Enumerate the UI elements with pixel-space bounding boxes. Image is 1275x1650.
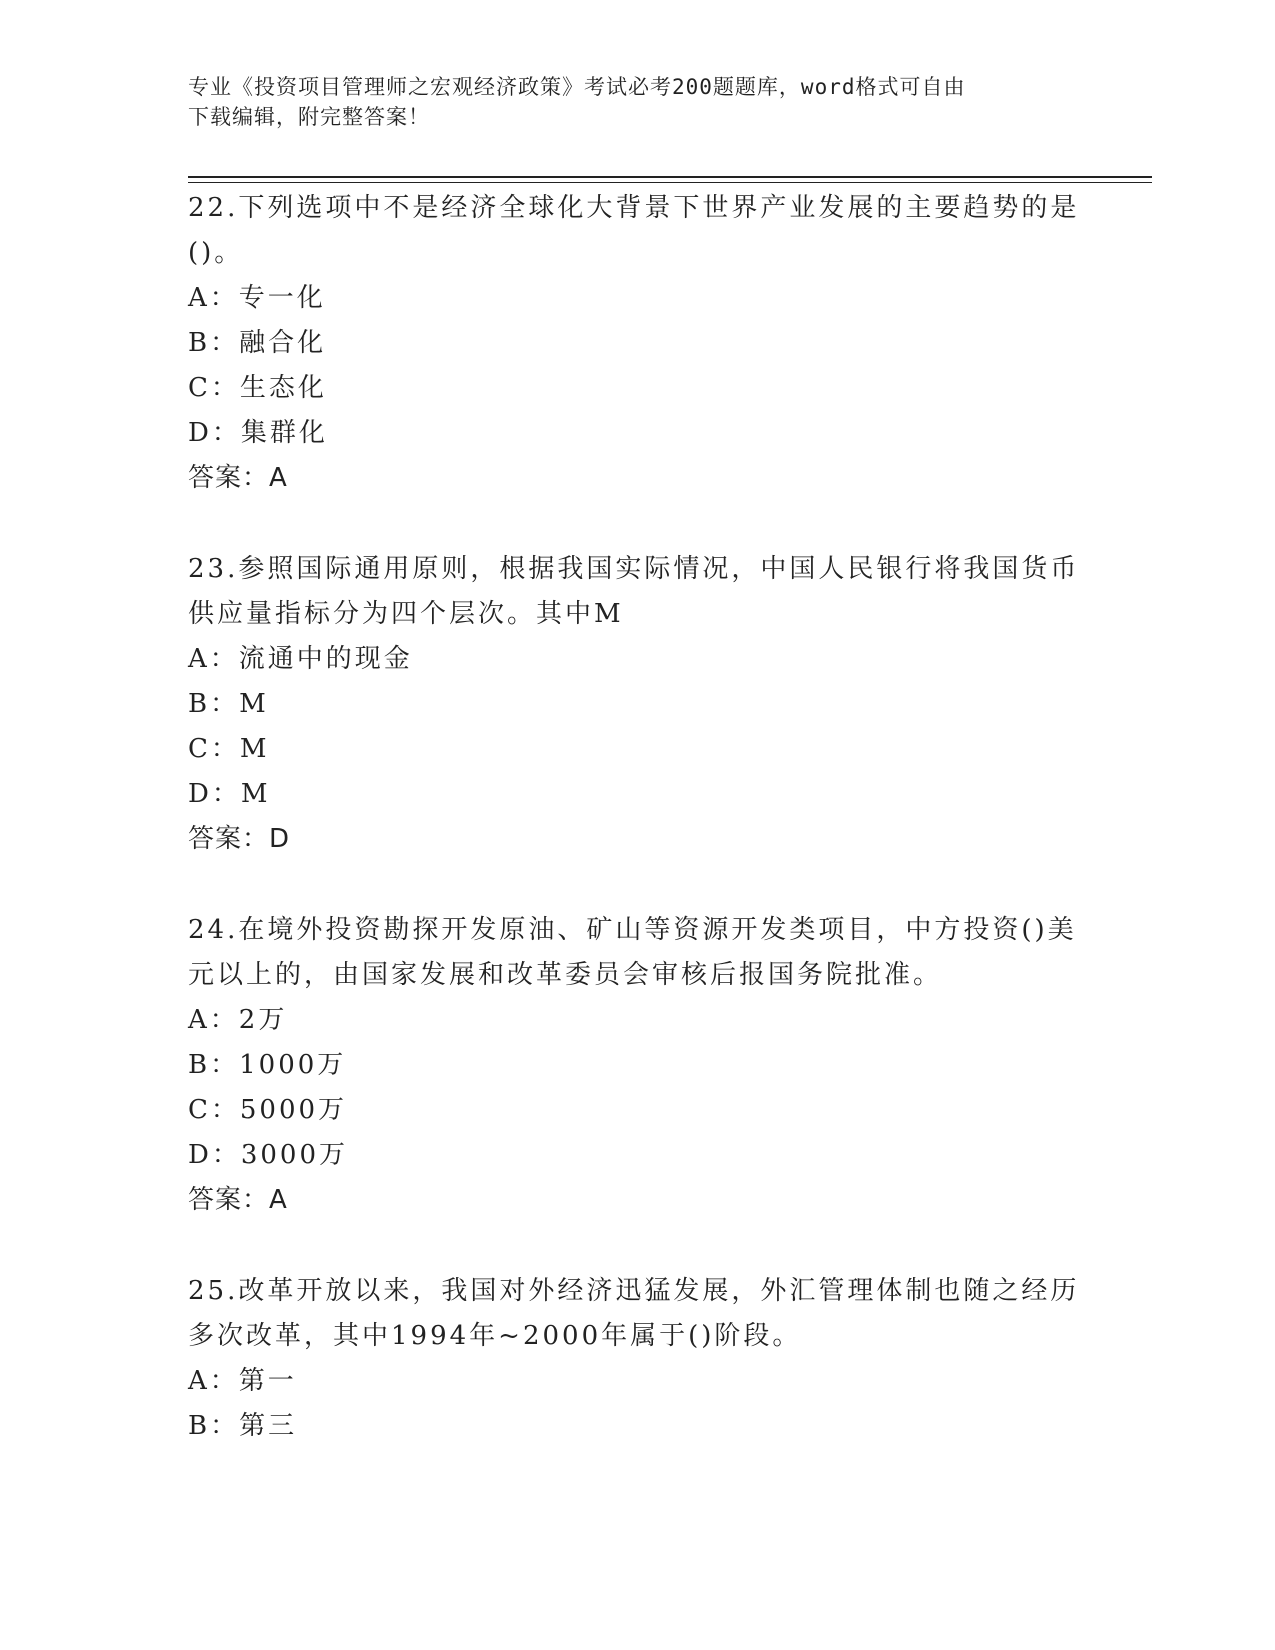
answer-line: 答案：A	[188, 463, 288, 493]
option-b: B：第三	[188, 1411, 298, 1441]
question-list	[188, 186, 1088, 1495]
question-24	[188, 908, 1088, 1223]
option-b: B：融合化	[188, 328, 327, 358]
option-a: A：第一	[188, 1366, 297, 1396]
option-a: A：2万	[188, 1005, 288, 1035]
option-d: D：M	[188, 779, 271, 809]
question-stem-line: 供应量指标分为四个层次。其中M	[188, 599, 624, 629]
question-22	[188, 186, 1088, 501]
option-d: D：集群化	[188, 418, 328, 448]
header-title-line-2: 下载编辑，附完整答案！	[188, 105, 430, 129]
option-a: A：流通中的现金	[188, 644, 413, 674]
answer-line: 答案：D	[188, 824, 291, 854]
option-d: D：3000万	[188, 1140, 349, 1170]
question-stem-line: 多次改革，其中1994年~2000年属于()阶段。	[188, 1321, 802, 1351]
question-stem-line: 22.下列选项中不是经济全球化大背景下世界产业发展的主要趋势的是	[188, 193, 1080, 223]
option-c: C：5000万	[188, 1095, 348, 1125]
question-stem-line: 元以上的，由国家发展和改革委员会审核后报国务院批准。	[188, 960, 943, 990]
option-c: C：生态化	[188, 373, 327, 403]
option-a: A：专一化	[188, 283, 326, 313]
option-c: C：M	[188, 734, 270, 764]
answer-line: 答案：A	[188, 1185, 288, 1215]
question-23	[188, 547, 1088, 862]
header-divider-thin	[188, 182, 1152, 183]
document-header	[188, 72, 1088, 132]
option-b: B：M	[188, 689, 269, 719]
question-stem-line: ()。	[188, 238, 244, 268]
question-stem-line: 24.在境外投资勘探开发原油、矿山等资源开发类项目，中方投资()美	[188, 915, 1077, 945]
header-divider-thick	[188, 176, 1152, 178]
question-25	[188, 1269, 1088, 1449]
option-b: B：1000万	[188, 1050, 347, 1080]
question-stem-line: 23.参照国际通用原则，根据我国实际情况，中国人民银行将我国货币	[188, 554, 1080, 584]
question-stem-line: 25.改革开放以来，我国对外经济迅猛发展，外汇管理体制也随之经历	[188, 1276, 1080, 1306]
header-title-line-1: 专业《投资项目管理师之宏观经济政策》考试必考200题题库，word格式可自由	[188, 75, 966, 99]
